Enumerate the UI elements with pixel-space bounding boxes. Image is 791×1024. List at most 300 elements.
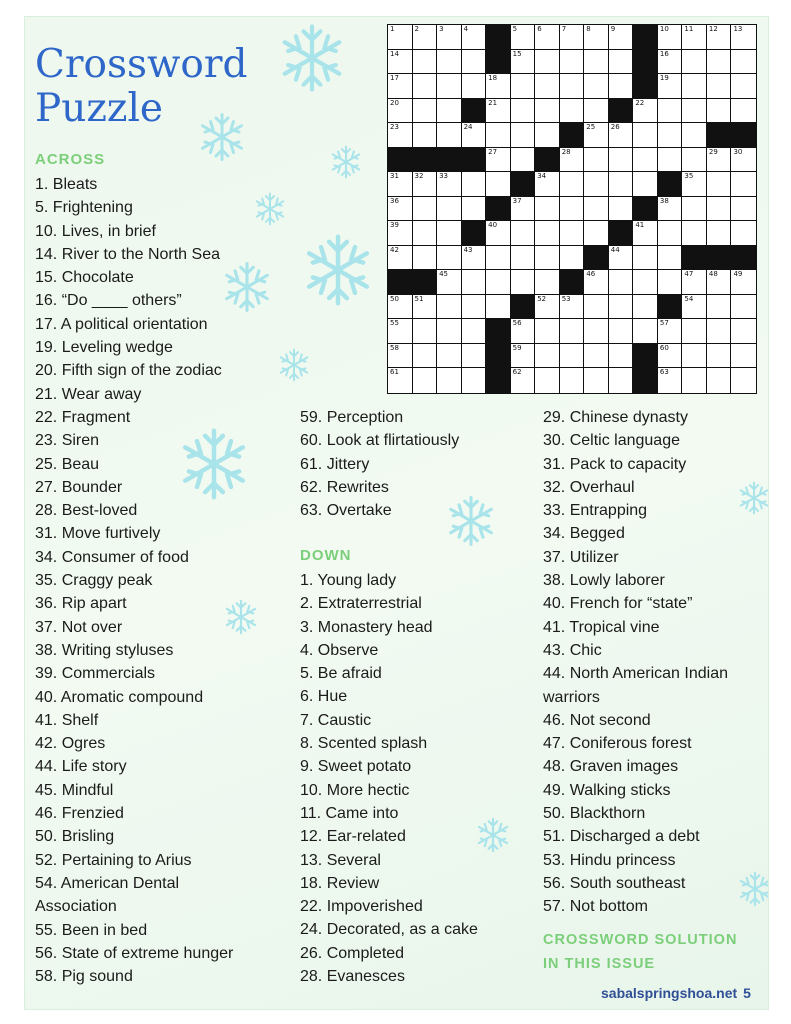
grid-cell[interactable] [658,319,683,344]
grid-black-square [658,295,683,320]
grid-cell[interactable] [682,197,707,222]
across-clue: 46. Frenzied [35,805,124,823]
grid-cell[interactable] [388,99,413,124]
across-clue: 58. Pig sound [35,968,133,986]
down-clue: 8. Scented splash [300,735,428,753]
down-clue: 46. Not second [543,711,651,729]
across-clue: 45. Mindful [35,781,114,799]
grid-cell[interactable] [413,344,438,369]
across-clue: 37. Not over [35,618,123,636]
grid-cell[interactable] [486,221,511,246]
across-clue: 60. Look at flirtatiously [300,432,460,450]
grid-cell[interactable] [658,74,683,99]
down-clue: 30. Celtic language [543,432,680,450]
grid-cell[interactable] [633,246,658,271]
grid-cell[interactable] [388,344,413,369]
grid-black-square [633,368,658,393]
grid-black-square [707,123,732,148]
grid-black-square [633,74,658,99]
grid-cell[interactable] [633,172,658,197]
grid-cell[interactable] [388,319,413,344]
grid-cell[interactable] [486,123,511,148]
grid-clue-number: 41 [635,221,645,230]
grid-cell[interactable] [437,50,462,75]
grid-black-square [511,172,536,197]
grid-cell[interactable] [511,123,536,148]
grid-cell[interactable] [560,197,585,222]
grid-cell[interactable] [609,197,634,222]
grid-cell[interactable] [511,368,536,393]
grid-clue-number: 39 [390,221,399,230]
grid-black-square [437,148,462,173]
across-clue: 27. Bounder [35,478,123,496]
grid-cell[interactable] [413,368,438,393]
grid-cell[interactable] [682,172,707,197]
down-clue: 38. Lowly laborer [543,572,665,590]
grid-cell[interactable] [388,197,413,222]
grid-cell[interactable] [388,25,413,50]
grid-cell[interactable] [462,344,487,369]
grid-cell[interactable] [609,25,634,50]
grid-cell[interactable] [486,148,511,173]
grid-clue-number: 46 [586,270,596,279]
grid-cell[interactable] [731,25,756,50]
grid-cell[interactable] [633,295,658,320]
grid-cell[interactable] [584,368,609,393]
grid-cell[interactable] [413,197,438,222]
grid-clue-number: 60 [659,343,669,352]
grid-cell[interactable] [609,74,634,99]
snowflake-icon [737,481,769,515]
grid-cell[interactable] [682,50,707,75]
grid-cell[interactable] [560,99,585,124]
grid-cell[interactable] [682,295,707,320]
grid-cell[interactable] [633,123,658,148]
grid-cell[interactable] [731,319,756,344]
grid-cell[interactable] [462,197,487,222]
grid-clue-number: 32 [414,172,424,181]
grid-black-square [633,197,658,222]
grid-cell[interactable] [609,246,634,271]
snowflake-icon [301,233,375,307]
down-clue: 10. More hectic [300,781,410,799]
grid-cell[interactable] [437,319,462,344]
grid-cell[interactable] [437,295,462,320]
grid-cell[interactable] [388,221,413,246]
grid-cell[interactable] [682,123,707,148]
grid-cell[interactable] [462,368,487,393]
grid-cell[interactable] [584,148,609,173]
grid-cell[interactable] [682,74,707,99]
grid-cell[interactable] [633,319,658,344]
solution-line-2: IN THIS ISSUE [543,955,656,972]
grid-cell[interactable] [584,270,609,295]
grid-cell[interactable] [486,246,511,271]
grid-clue-number: 56 [512,319,522,328]
grid-cell[interactable] [560,50,585,75]
across-clue: 42. Ogres [35,735,106,753]
grid-cell[interactable] [682,25,707,50]
grid-cell[interactable] [731,74,756,99]
solution-line-1: CROSSWORD SOLUTION [543,932,738,948]
grid-cell[interactable] [609,148,634,173]
grid-clue-number: 54 [684,294,694,303]
down-clue: 48. Graven images [543,758,679,776]
down-clue: 6. Hue [300,688,348,706]
grid-cell[interactable] [388,50,413,75]
grid-clue-number: 14 [390,49,399,58]
grid-black-square [633,25,658,50]
grid-cell[interactable] [413,123,438,148]
across-clue: 14. River to the North Sea [35,245,220,263]
grid-cell[interactable] [731,197,756,222]
grid-clue-number: 48 [708,270,718,279]
grid-cell[interactable] [511,197,536,222]
grid-cell[interactable] [633,99,658,124]
grid-cell[interactable] [511,99,536,124]
grid-cell[interactable] [437,74,462,99]
grid-cell[interactable] [462,319,487,344]
grid-cell[interactable] [584,197,609,222]
grid-cell[interactable] [413,25,438,50]
grid-cell[interactable] [535,246,560,271]
grid-cell[interactable] [731,270,756,295]
grid-cell[interactable] [707,221,732,246]
grid-cell[interactable] [560,319,585,344]
grid-clue-number: 53 [561,294,571,303]
grid-cell[interactable] [658,50,683,75]
grid-cell[interactable] [658,344,683,369]
grid-cell[interactable] [707,344,732,369]
across-clue: 39. Commercials [35,665,156,683]
grid-cell[interactable] [560,368,585,393]
down-clue: 37. Utilizer [543,548,619,566]
grid-clue-number: 5 [512,25,518,33]
grid-cell[interactable] [388,123,413,148]
grid-cell[interactable] [511,148,536,173]
down-clue: 40. French for “state” [543,595,693,613]
grid-cell[interactable] [609,319,634,344]
grid-cell[interactable] [511,50,536,75]
grid-clue-number: 63 [659,368,669,377]
grid-cell[interactable] [437,344,462,369]
grid-cell[interactable] [560,148,585,173]
down-clue: 22. Impoverished [300,898,423,916]
grid-clue-number: 24 [463,123,473,132]
grid-cell[interactable] [437,99,462,124]
grid-cell[interactable] [437,172,462,197]
grid-cell[interactable] [584,295,609,320]
grid-cell[interactable] [584,172,609,197]
grid-black-square [462,148,487,173]
grid-cell[interactable] [707,295,732,320]
grid-cell[interactable] [584,25,609,50]
across-clue: 36. Rip apart [35,595,127,613]
grid-cell[interactable] [462,295,487,320]
grid-cell[interactable] [609,295,634,320]
grid-cell[interactable] [584,74,609,99]
grid-black-square [633,50,658,75]
grid-cell[interactable] [511,270,536,295]
grid-clue-number: 50 [390,294,399,303]
grid-cell[interactable] [535,319,560,344]
grid-black-square [584,246,609,271]
grid-cell[interactable] [658,270,683,295]
grid-cell[interactable] [388,172,413,197]
grid-cell[interactable] [707,25,732,50]
down-clue: 7. Caustic [300,711,372,729]
grid-cell[interactable] [535,74,560,99]
grid-clue-number: 59 [512,343,522,352]
grid-cell[interactable] [584,123,609,148]
grid-clue-number: 12 [708,25,718,33]
down-clue: 9. Sweet potato [300,758,412,776]
grid-black-square [560,270,585,295]
across-clue: 1. Bleats [35,176,98,193]
grid-clue-number: 10 [659,25,669,33]
across-clue: 56. State of extreme hunger [35,944,234,962]
grid-cell[interactable] [658,25,683,50]
grid-cell[interactable] [437,25,462,50]
grid-cell[interactable] [731,99,756,124]
grid-cell[interactable] [413,50,438,75]
grid-cell[interactable] [609,368,634,393]
grid-cell[interactable] [535,295,560,320]
grid-clue-number: 19 [659,74,669,83]
grid-cell[interactable] [609,172,634,197]
grid-black-square [388,148,413,173]
grid-clue-number: 2 [414,25,419,33]
grid-cell[interactable] [535,197,560,222]
grid-cell[interactable] [413,295,438,320]
grid-cell[interactable] [707,197,732,222]
grid-cell[interactable] [682,148,707,173]
grid-cell[interactable] [731,221,756,246]
across-clue: 17. A political orientation [35,315,208,333]
down-clue: 29. Chinese dynasty [543,409,688,426]
grid-cell[interactable] [731,172,756,197]
grid-clue-number: 36 [390,196,399,205]
grid-cell[interactable] [658,246,683,271]
grid-cell[interactable] [486,172,511,197]
grid-clue-number: 23 [390,123,399,132]
grid-cell[interactable] [511,221,536,246]
across-clue: Association [35,898,117,916]
grid-cell[interactable] [462,50,487,75]
grid-cell[interactable] [437,221,462,246]
grid-cell[interactable] [462,246,487,271]
grid-cell[interactable] [486,74,511,99]
grid-cell[interactable] [682,368,707,393]
grid-cell[interactable] [413,319,438,344]
across-clue: 44. Life story [35,758,127,776]
grid-cell[interactable] [658,197,683,222]
grid-clue-number: 9 [610,25,616,33]
grid-cell[interactable] [413,221,438,246]
grid-cell[interactable] [584,50,609,75]
across-clue: 16. “Do ____ others” [35,292,182,310]
down-clue: 12. Ear-related [300,828,406,846]
grid-cell[interactable] [486,99,511,124]
grid-clue-number: 17 [390,74,399,83]
grid-cell[interactable] [658,123,683,148]
grid-cell[interactable] [707,74,732,99]
grid-cell[interactable] [560,25,585,50]
grid-cell[interactable] [609,50,634,75]
grid-cell[interactable] [560,295,585,320]
grid-cell[interactable] [731,148,756,173]
grid-cell[interactable] [413,74,438,99]
grid-cell[interactable] [535,172,560,197]
grid-cell[interactable] [560,246,585,271]
grid-cell[interactable] [584,221,609,246]
grid-cell[interactable] [682,221,707,246]
grid-cell[interactable] [584,319,609,344]
grid-cell[interactable] [437,246,462,271]
grid-cell[interactable] [707,319,732,344]
grid-cell[interactable] [511,74,536,99]
grid-clue-number: 18 [488,74,498,83]
grid-cell[interactable] [731,50,756,75]
across-clue: 55. Been in bed [35,921,148,939]
grid-cell[interactable] [535,344,560,369]
grid-cell[interactable] [413,172,438,197]
grid-cell[interactable] [437,197,462,222]
grid-cell[interactable] [535,123,560,148]
grid-clue-number: 43 [463,245,473,254]
grid-cell[interactable] [486,295,511,320]
grid-cell[interactable] [560,344,585,369]
grid-cell[interactable] [462,25,487,50]
grid-cell[interactable] [388,246,413,271]
grid-cell[interactable] [609,270,634,295]
grid-cell[interactable] [584,99,609,124]
grid-cell[interactable] [609,344,634,369]
grid-cell[interactable] [609,123,634,148]
grid-clue-number: 47 [684,270,694,279]
grid-cell[interactable] [511,344,536,369]
across-clue: 52. Pertaining to Arius [35,851,192,869]
grid-cell[interactable] [658,99,683,124]
grid-cell[interactable] [560,172,585,197]
grid-cell[interactable] [633,221,658,246]
grid-cell[interactable] [388,74,413,99]
grid-cell[interactable] [633,148,658,173]
grid-cell[interactable] [658,148,683,173]
grid-cell[interactable] [535,270,560,295]
grid-cell[interactable] [682,99,707,124]
grid-cell[interactable] [707,270,732,295]
grid-cell[interactable] [437,270,462,295]
grid-cell[interactable] [707,50,732,75]
grid-black-square [462,221,487,246]
grid-cell[interactable] [658,368,683,393]
grid-cell[interactable] [560,221,585,246]
grid-black-square [413,148,438,173]
grid-clue-number: 34 [537,172,547,181]
grid-cell[interactable] [560,74,585,99]
grid-black-square [486,319,511,344]
across-clue: 61. Jittery [300,455,370,473]
grid-cell[interactable] [707,148,732,173]
grid-clue-number: 62 [512,368,522,377]
grid-clue-number: 35 [684,172,694,181]
grid-cell[interactable] [731,344,756,369]
across-clue: 31. Move furtively [35,525,161,543]
across-clue: 20. Fifth sign of the zodiac [35,362,222,380]
grid-cell[interactable] [388,295,413,320]
grid-cell[interactable] [511,319,536,344]
grid-cell[interactable] [682,270,707,295]
grid-cell[interactable] [707,99,732,124]
grid-cell[interactable] [535,50,560,75]
across-clue-list-continued [300,406,459,522]
grid-clue-number: 57 [659,319,669,328]
grid-cell[interactable] [731,295,756,320]
snowflake-icon [277,348,311,382]
grid-cell[interactable] [682,319,707,344]
grid-cell[interactable] [462,270,487,295]
across-clue: 10. Lives, in brief [35,222,156,240]
grid-cell[interactable] [511,246,536,271]
grid-cell[interactable] [535,368,560,393]
down-clue: 4. Observe [300,641,379,659]
footer-website[interactable]: sabalspringshoa.net [601,985,738,1001]
grid-cell[interactable] [633,270,658,295]
grid-clue-number: 37 [512,196,522,205]
grid-cell[interactable] [413,246,438,271]
grid-cell[interactable] [437,123,462,148]
grid-cell[interactable] [584,344,609,369]
grid-cell[interactable] [535,25,560,50]
grid-cell[interactable] [707,172,732,197]
grid-clue-number: 4 [463,25,469,33]
page-footer [601,985,751,1001]
down-clue: 13. Several [300,851,381,869]
grid-cell[interactable] [413,99,438,124]
grid-cell[interactable] [462,74,487,99]
grid-cell[interactable] [486,270,511,295]
grid-cell[interactable] [388,368,413,393]
snowflake-icon [329,145,363,179]
down-clue: 33. Entrapping [543,502,648,520]
grid-clue-number: 21 [488,98,498,107]
grid-clue-number: 20 [390,98,399,107]
down-clue: 5. Be afraid [300,665,382,683]
grid-cell[interactable] [731,368,756,393]
grid-cell[interactable] [535,99,560,124]
grid-cell[interactable] [707,368,732,393]
grid-clue-number: 7 [561,25,567,33]
grid-cell[interactable] [658,221,683,246]
across-clue: 41. Shelf [35,711,99,729]
grid-black-square [462,99,487,124]
grid-clue-number: 1 [390,25,395,33]
down-clue: 28. Evanesces [300,968,405,986]
grid-black-square [658,172,683,197]
grid-black-square [413,270,438,295]
grid-cell[interactable] [462,172,487,197]
grid-cell[interactable] [511,25,536,50]
down-clue: 53. Hindu princess [543,851,676,869]
grid-cell[interactable] [462,123,487,148]
grid-cell[interactable] [682,344,707,369]
down-clue: 50. Blackthorn [543,805,646,823]
grid-cell[interactable] [535,221,560,246]
grid-clue-number: 27 [488,147,498,156]
grid-cell[interactable] [437,368,462,393]
across-clue: 59. Perception [300,409,404,426]
